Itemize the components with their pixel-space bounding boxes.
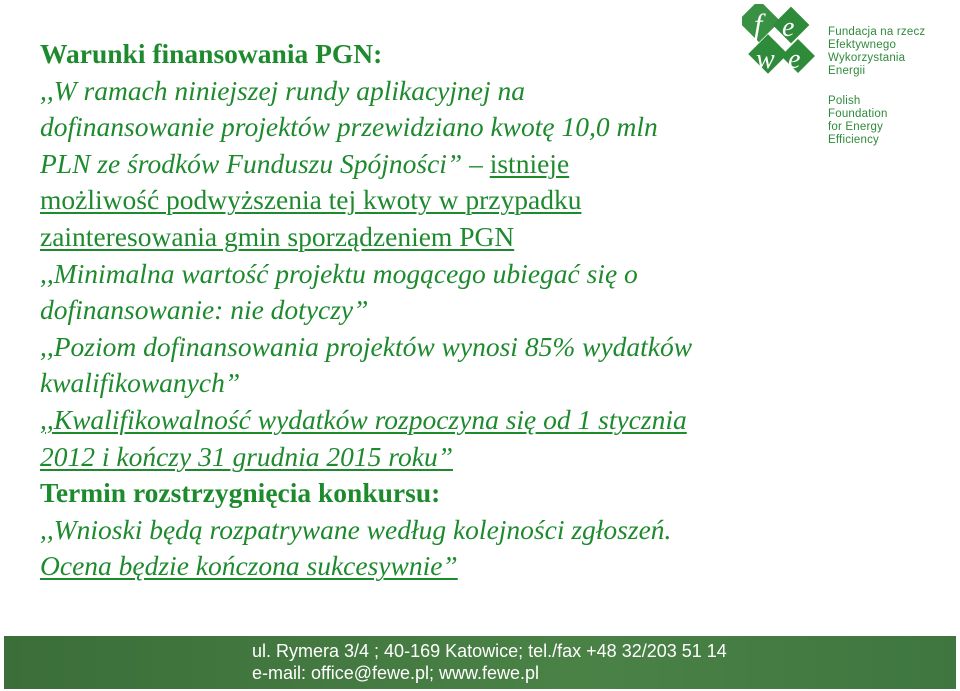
- svg-text:e: e: [788, 44, 801, 75]
- footer-bar: [4, 636, 956, 689]
- quote-line: ,,Poziom dofinansowania projektów wynosi 85% wydatków: [40, 330, 693, 362]
- logo-text-line: for Energy: [828, 121, 884, 133]
- quote-line: ,,Wnioski będą rozpatrywane według kolejności zgłoszeń.: [40, 513, 672, 545]
- logo-text-line: Efektywnego: [828, 39, 897, 51]
- quote-line-underlined: Ocena będzie kończona sukcesywnie”: [40, 550, 458, 582]
- quote-line-underlined: 2012 i kończy 31 grudnia 2015 roku”: [40, 440, 453, 472]
- underlined-text: istnieje: [489, 147, 570, 179]
- deadline-heading: Termin rozstrzygnięcia konkursu:: [40, 477, 441, 509]
- financing-conditions-heading: Warunki finansowania PGN:: [40, 38, 383, 69]
- quote-line: kwalifikowanych”: [40, 367, 241, 399]
- quote-text: PLN ze środków Funduszu Spójności” –: [40, 147, 490, 179]
- quote-line-underlined: ,,Kwalifikowalność wydatków rozpoczyna się od 1 stycznia: [40, 403, 687, 435]
- logo-text-line: Efficiency: [828, 134, 880, 146]
- quote-line: dofinansowanie projektów przewidziano kwotę 10,0 mln: [40, 111, 658, 143]
- slide-body: [40, 36, 840, 585]
- svg-text:f: f: [754, 8, 763, 41]
- svg-text:e: e: [782, 12, 795, 43]
- logo-text-line: Energii: [828, 65, 866, 77]
- logo-text-line: Foundation: [828, 108, 888, 120]
- svg-text:w: w: [756, 44, 775, 75]
- logo-text-line: Fundacja na rzecz: [828, 26, 926, 38]
- quote-line: ,,Minimalna wartość projektu mogącego ubiegać się o: [40, 257, 638, 289]
- underlined-line: zainteresowania gmin sporządzeniem PGN: [40, 220, 515, 252]
- footer-contact: [252, 640, 727, 684]
- logo-text-line: Wykorzystania: [828, 52, 906, 64]
- quote-line: dofinansowanie: nie dotyczy”: [40, 294, 369, 326]
- footer-address: ul. Rymera 3/4 ; 40-169 Katowice; tel./fax +48 32/203 51 14: [252, 641, 727, 661]
- logo-text-polish: [828, 26, 925, 78]
- footer-email-web: e-mail: office@fewe.pl; www.fewe.pl: [252, 663, 540, 683]
- quote-line: ,,W ramach niniejszej rundy aplikacyjnej na: [40, 74, 525, 106]
- quote-line: [40, 146, 840, 183]
- logo-text-line: Polish: [828, 95, 861, 107]
- underlined-line: możliwość podwyższenia tej kwoty w przypadku: [40, 184, 582, 216]
